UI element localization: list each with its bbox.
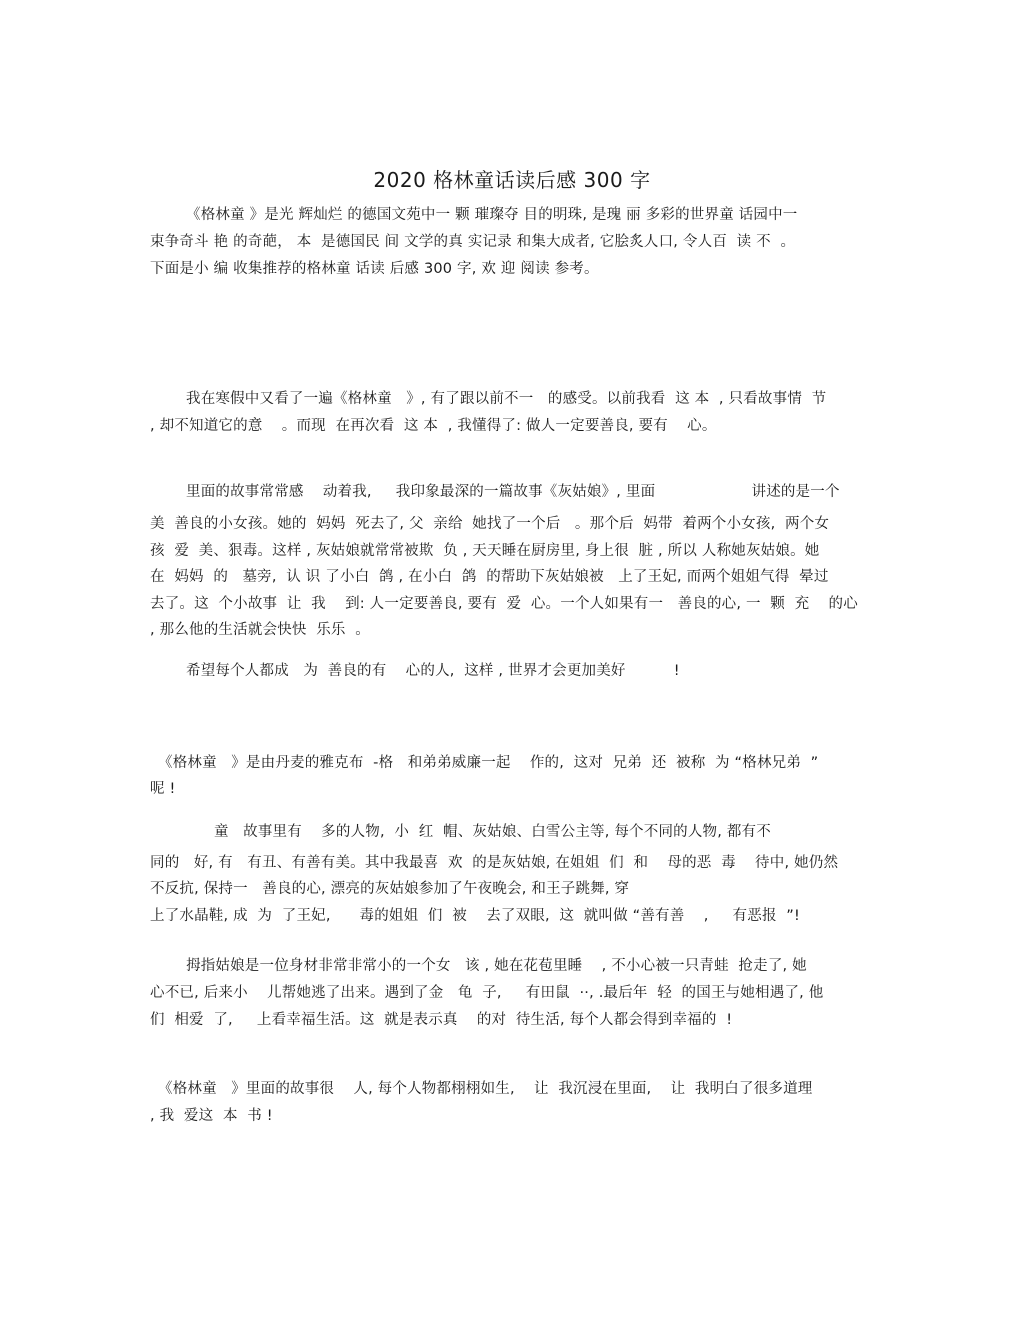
text-line: , 那么他的生活就会快快 乐乐 。: [150, 622, 370, 638]
text-line: 们 相爱 了, 上看幸福生活。这 就是表示真 的对 待生活, 每个人都会得到幸福的 !: [150, 1012, 733, 1028]
text-line: 《格林童 》是光 辉灿烂 的德国文苑中一 颗 璀璨夺 目的明珠, 是瑰 丽 多彩的世界童 话园中一: [186, 207, 798, 223]
text-line: 上了水晶鞋, 成 为 了王妃, 毒的姐姐 们 被 去了双眼, 这 就叫做 “善有善 , 有恶报 ”!: [150, 908, 800, 924]
text-line: 《格林童 》里面的故事很 人, 每个人物都栩栩如生, 让 我沉浸在里面, 让 我明白了很多道理: [158, 1081, 813, 1097]
text-line: 拇指姑娘是一位身材非常非常小的一个女 该 , 她在花苞里睡 , 不小心被一只青蛙 抢走了, 她: [186, 958, 807, 974]
text-line: , 我 爱这 本 书 !: [150, 1108, 273, 1124]
text-line: 下面是小 编 收集推荐的格林童 话读 后感 300 字, 欢 迎 阅读 参考。: [150, 261, 599, 277]
text-line: 孩 爱 美、狠毒。这样 , 灰姑娘就常常被欺 负 , 天天睡在厨房里, 身上很 脏 , 所以 人称她灰姑娘。她: [150, 543, 820, 559]
text-line: 不反抗, 保持一 善良的心, 漂亮的灰姑娘参加了午夜晚会, 和王子跳舞, 穿: [150, 881, 630, 897]
text-line: 美 善良的小女孩。她的 妈妈 死去了, 父 亲给 她找了一个后 。那个后 妈带 着两个小女孩, 两个女: [150, 516, 830, 532]
text-line: 束争奇斗 艳 的奇葩， 本 是德国民 间 文学的真 实记录 和集大成者, 它脍炙人口, 令人百 读 不 。: [150, 234, 796, 250]
text-line: 我在寒假中又看了一遍《格林童 》, 有了跟以前不一 的感受。以前我看 这 本 , 只看故事情 节: [186, 391, 827, 407]
text-line: 去了。这 个小故事 让 我 到: 人一定要善良, 要有 爱 心。一个人如果有一 善良的心, 一 颗 充 的心: [150, 596, 858, 612]
text-line: 在 妈妈 的 墓旁, 认 识 了小白 鸽 , 在小白 鸽 的帮助下灰姑娘被 上了王妃, 而两个姐姐气得 晕过: [150, 569, 829, 585]
text-line: 呢 !: [150, 781, 176, 797]
text-line: 同的 好, 有 有丑、有善有美。其中我最喜 欢 的是灰姑娘, 在姐姐 们 和 母的恶 毒 待中, 她仍然: [150, 855, 839, 871]
text-line: 心不已, 后来小 儿帮她逃了出来。遇到了金 龟 子, 有田鼠 ··, .最后年 轻 的国王与她相遇了, 他: [150, 985, 824, 1001]
text-line: 《格林童 》是由丹麦的雅克布 -格 和弟弟威廉一起 作的, 这对 兄弟 还 被称 为 “格林兄弟 ”: [158, 755, 819, 771]
document-title: 2020 格林童话读后感 300 字: [373, 168, 651, 192]
text-line: 希望每个人都成 为 善良的有 心的人, 这样 , 世界才会更加美好 !: [186, 663, 680, 679]
text-line: 里面的故事常常感 动着我, 我印象最深的一篇故事《灰姑娘》, 里面 讲述的是一个: [186, 484, 840, 500]
text-line: 童 故事里有 多的人物, 小 红 帽、灰姑娘、白雪公主等, 每个不同的人物, 都有不: [214, 824, 771, 840]
text-line: , 却不知道它的意 。而现 在再次看 这 本 , 我懂得了: 做人一定要善良, 要有 心。: [150, 418, 717, 434]
